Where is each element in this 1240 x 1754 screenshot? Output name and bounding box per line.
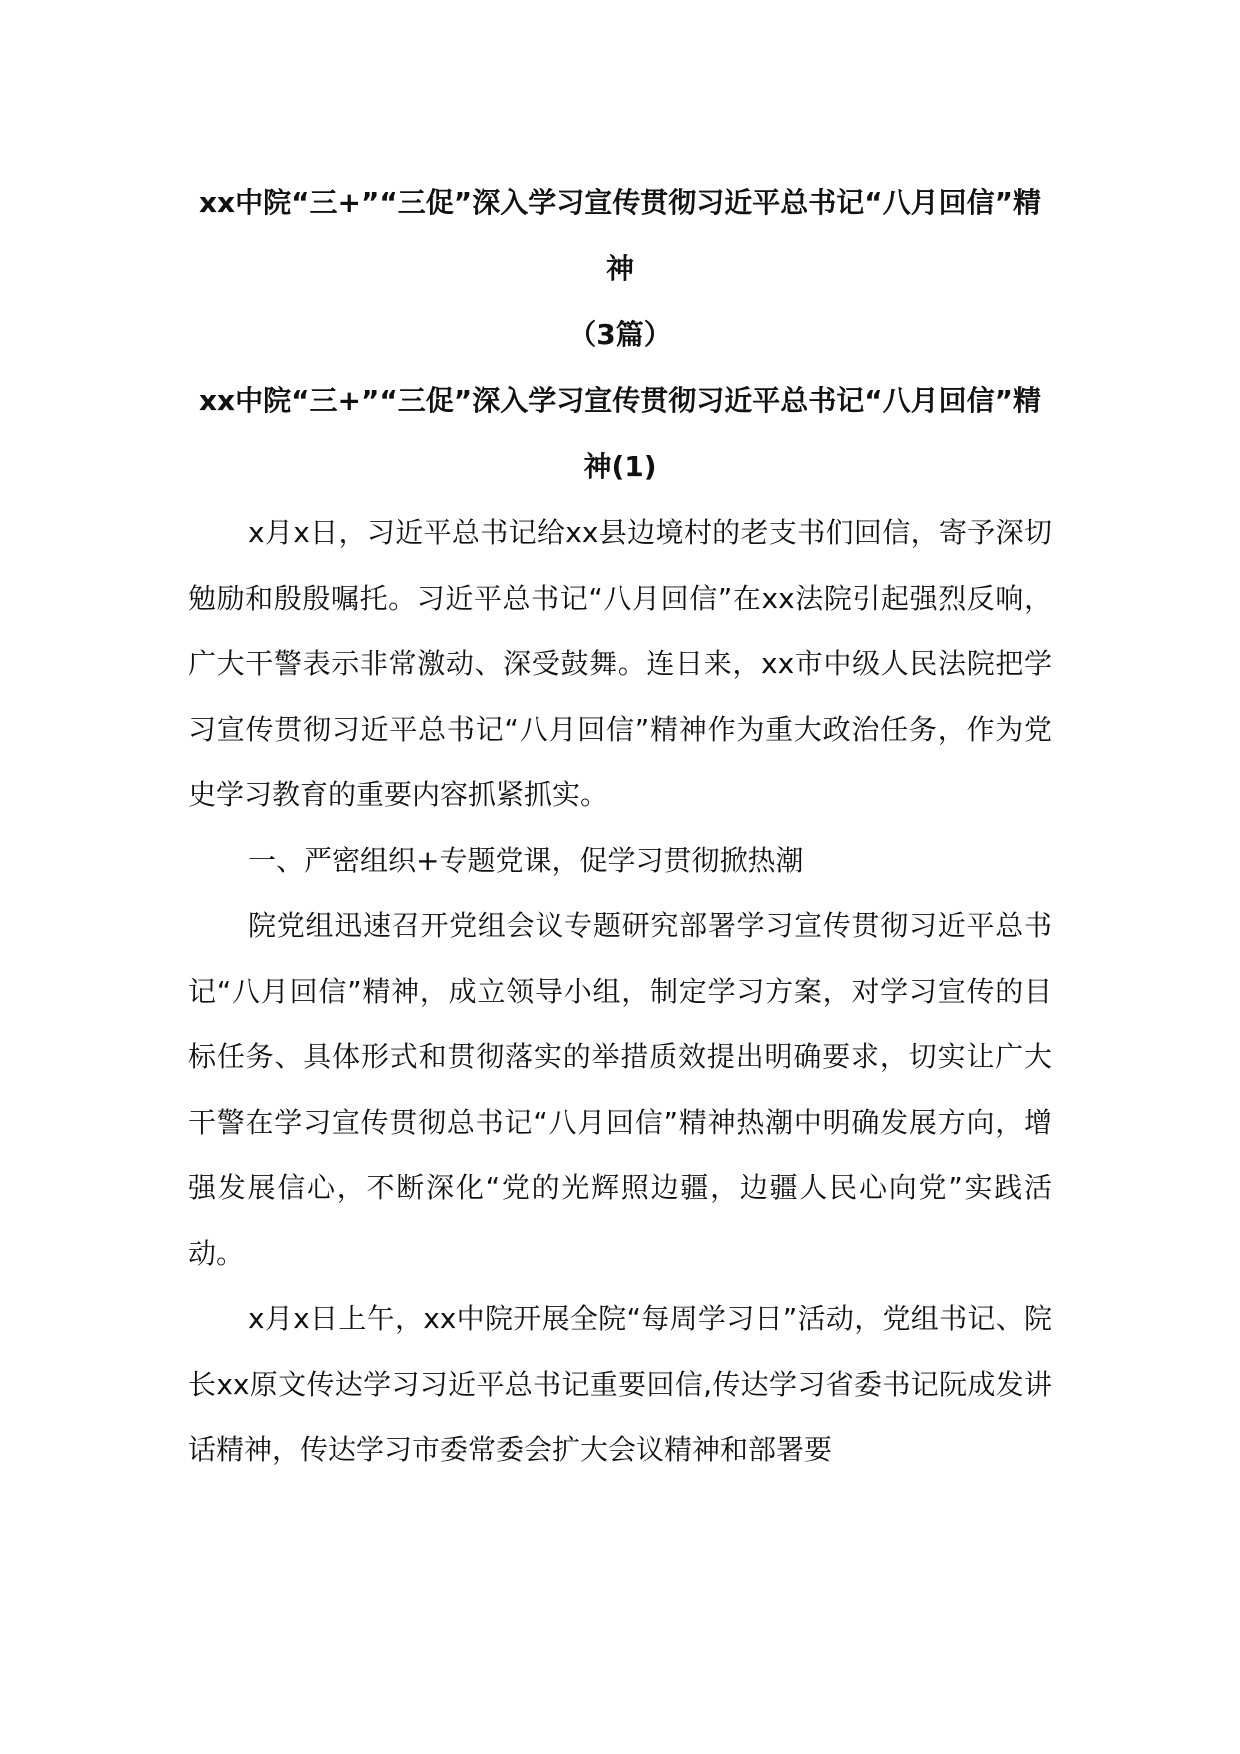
main-title: xx中院“三+”“三促”深入学习宣传贯彻习近平总书记“八月回信”精神 [199, 186, 1041, 285]
article-title: xx中院“三+”“三促”深入学习宣传贯彻习近平总书记“八月回信”精神(1) [199, 384, 1041, 483]
document-content [188, 170, 1052, 1483]
paragraph-intro: x月x日，习近平总书记给xx县边境村的老支书们回信，寄予深切勉励和殷殷嘱托。习近平总书记“八月回信”在xx法院引起强烈反响，广大干警表示非常激动、深受鼓舞。连日来，xx市中级人民法院把学习宣传贯彻习近平总书记“八月回信”精神作为重大政治任务，作为党史学习教育的重要内容抓紧抓实。 [188, 516, 1052, 811]
count-label: （3篇） [568, 318, 672, 351]
paragraph-section-1: 院党组迅速召开党组会议专题研究部署学习宣传贯彻习近平总书记“八月回信”精神，成立领导小组，制定学习方案，对学习宣传的目标任务、具体形式和贯彻落实的举措质效提出明确要求，切实让广大干警在学习宣传贯彻总书记“八月回信”精神热潮中明确发展方向，增强发展信心，不断深化“党的光辉照边疆，边疆人民心向党”实践活动。 [188, 909, 1052, 1270]
paragraph-study-day: x月x日上午，xx中院开展全院“每周学习日”活动，党组书记、院长xx原文传达学习习近平总书记重要回信,传达学习省委书记阮成发讲话精神，传达学习市委常委会扩大会议精神和部署要 [188, 1302, 1052, 1466]
section-heading-1: 一、严密组织+专题党课，促学习贯彻掀热潮 [248, 843, 804, 877]
